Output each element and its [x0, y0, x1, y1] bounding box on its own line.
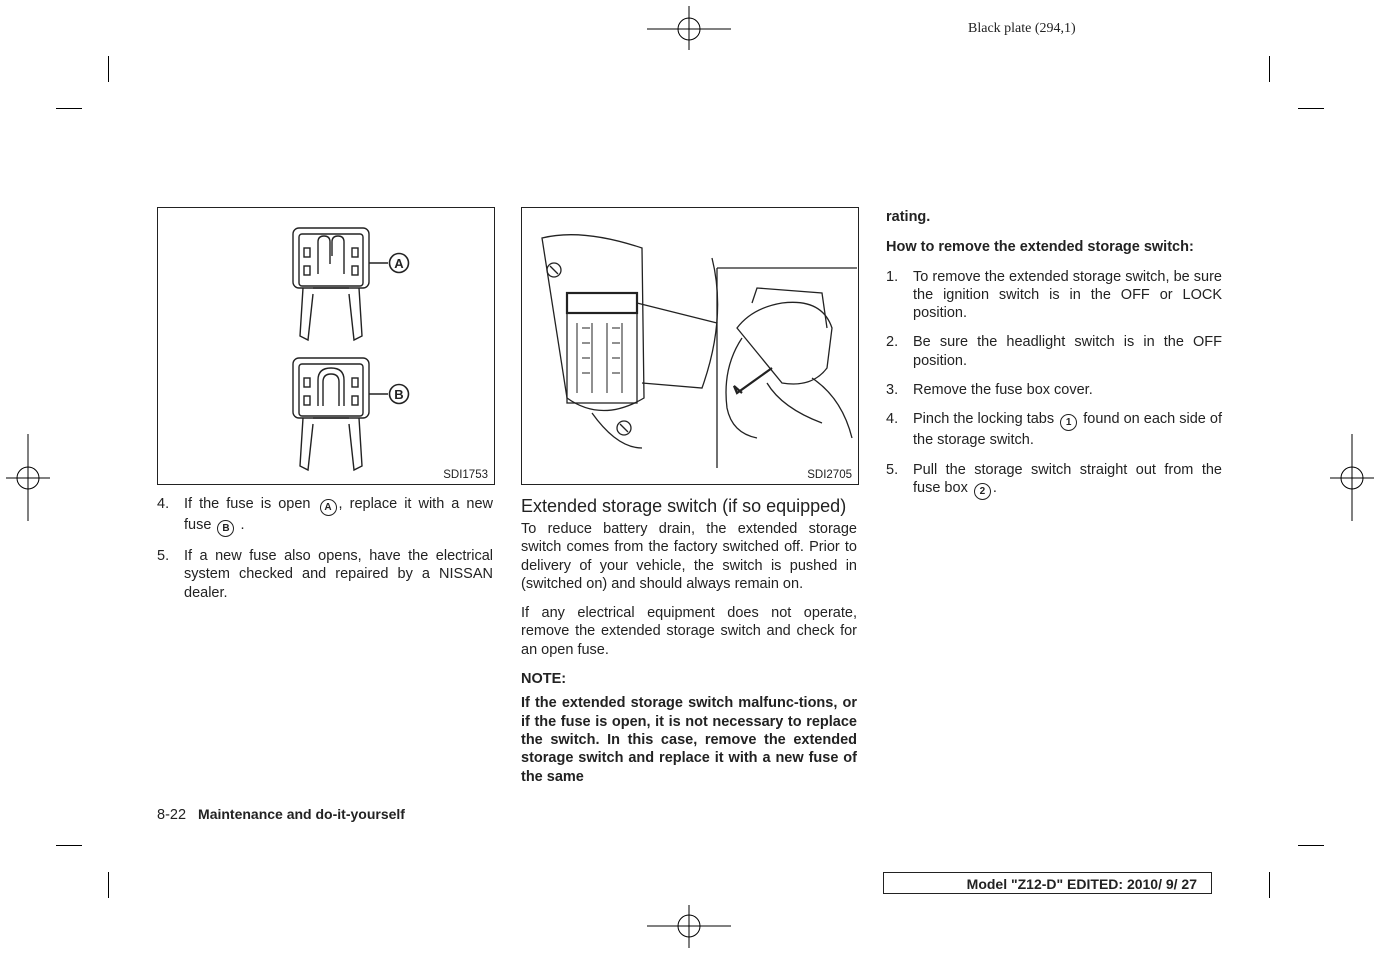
fuse-figure — [157, 207, 495, 485]
storage-switch-illustration — [522, 208, 858, 484]
fuse-illustration — [158, 208, 494, 484]
step-number: 3. — [886, 382, 899, 399]
paragraph: If any electrical equipment does not operate, remove the extended storage switch and check for an open fuse. — [521, 605, 857, 658]
note-label: NOTE: — [521, 671, 567, 688]
step-text: If a new fuse also opens, have the electrical system checked and repaired by a NISSAN dealer. — [184, 548, 493, 601]
step-number: 4. — [157, 496, 170, 512]
note-text: If the extended storage switch malfunc-tions, or if the fuse is open, it is not necessary to replace the switch. In this case, remove the extended storage switch and replace it with a new fuse of the same — [521, 695, 857, 785]
callout-1: 1 — [1060, 414, 1077, 431]
step-text: . — [240, 517, 245, 533]
step-number: 4. — [886, 411, 899, 428]
section-heading: Extended storage switch (if so equipped) — [521, 496, 847, 516]
list-item — [157, 547, 493, 602]
storage-switch-figure — [521, 207, 859, 485]
plate-label: Black plate (294,1) — [968, 21, 1076, 36]
page-number: 8-22 — [157, 807, 187, 823]
list-item — [886, 461, 1222, 500]
step-text: Remove the fuse box cover. — [913, 382, 1093, 399]
step-text: Pull the storage switch straight out from the fuse box — [913, 461, 1222, 496]
step-text: If the fuse is open — [184, 496, 311, 512]
list-item — [886, 381, 1222, 399]
step-number: 1. — [886, 268, 899, 285]
list-item — [886, 333, 1222, 370]
model-box: Model "Z12-D" EDITED: 2010/ 9/ 27 — [883, 872, 1212, 894]
callout-2: 2 — [974, 483, 991, 500]
fuse-label-b: B — [394, 387, 404, 402]
step-text: . — [992, 479, 997, 496]
fuse-label-a: A — [394, 256, 404, 271]
list-item — [157, 495, 493, 537]
step-text: found on each side of the storage switch. — [913, 411, 1223, 449]
figure-code: SDI2705 — [807, 469, 852, 481]
callout-b: B — [217, 520, 234, 537]
step-number: 5. — [886, 461, 899, 478]
continued-text: rating. — [886, 209, 931, 225]
paragraph: To reduce battery drain, the extended storage switch comes from the factory switched off. Prior to delivery of your vehicle, the switch is pushed in (switched on) and should always remain on. — [521, 521, 857, 592]
figure-code: SDI1753 — [443, 469, 488, 481]
step-text: Be sure the headlight switch is in the OFF position. — [913, 334, 1222, 369]
page-footer — [157, 806, 405, 823]
step-text: , replace it with a new fuse — [184, 496, 494, 533]
section-title: Maintenance and do-it-yourself — [198, 806, 405, 822]
step-number: 2. — [886, 334, 899, 351]
step-text: Pinch the locking tabs — [913, 411, 1055, 428]
callout-a: A — [320, 499, 337, 516]
column-1 — [157, 495, 493, 602]
step-text: To remove the extended storage switch, be sure the ignition switch is in the OFF or LOCK position. — [913, 268, 1222, 322]
list-item — [886, 410, 1222, 449]
list-item — [886, 268, 1222, 323]
subheading: How to remove the extended storage switch: — [886, 239, 1194, 256]
column-2 — [521, 495, 857, 786]
column-3 — [886, 208, 1222, 500]
step-number: 5. — [157, 548, 170, 564]
